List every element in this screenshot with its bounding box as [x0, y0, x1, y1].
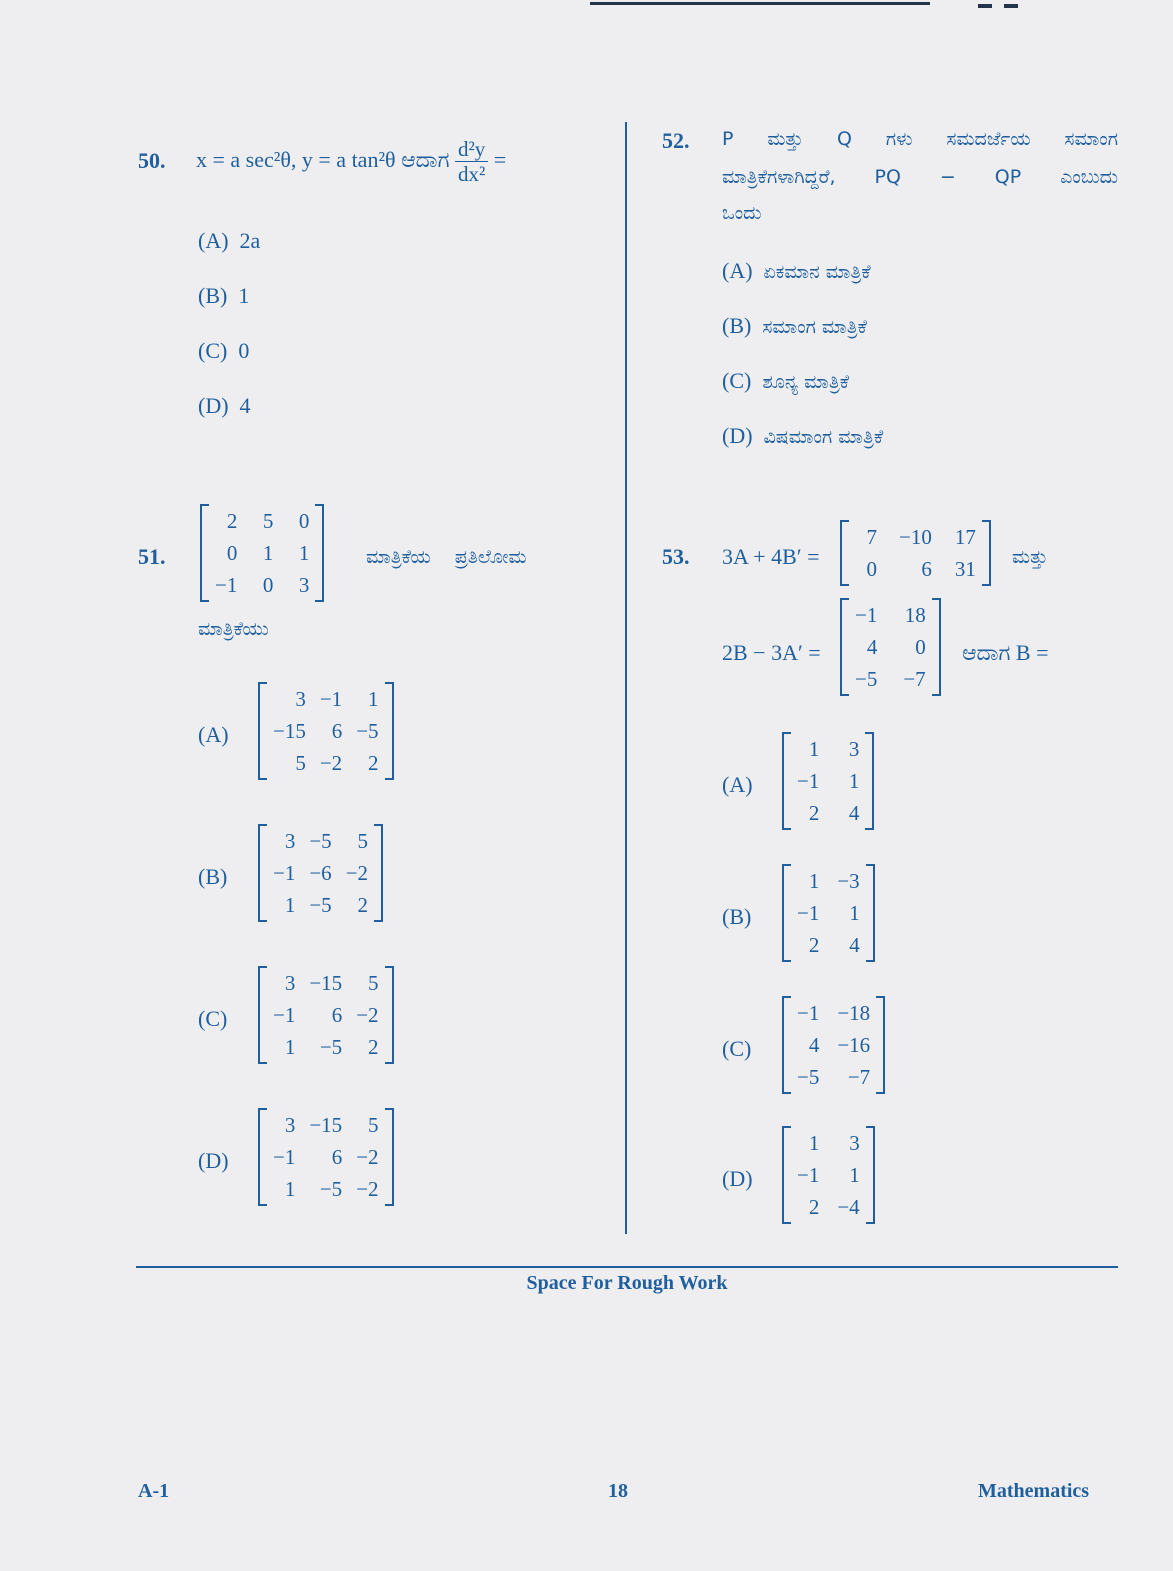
matrix-cell: −7: [847, 1065, 871, 1089]
matrix-cell: −1: [855, 603, 878, 627]
q52-option-a[interactable]: [722, 258, 871, 284]
q50-stem: [196, 132, 506, 188]
matrix-cell: −4: [837, 1195, 860, 1219]
q51-option-a-label[interactable]: (A): [198, 722, 229, 747]
q53-option-c-matrix[interactable]: [782, 996, 885, 1094]
matrix-cell: 1: [284, 893, 296, 917]
matrix-cell: −15: [273, 719, 306, 743]
matrix-cell: 6: [921, 557, 932, 581]
matrix-cell: 1: [808, 1131, 820, 1155]
q51-text-line2: ಮಾತ್ರಿಕೆಯು: [198, 618, 269, 640]
matrix-cell: 2: [368, 751, 379, 775]
matrix-cell: 6: [331, 719, 343, 743]
q52-option-b[interactable]: [722, 313, 867, 339]
q53-number: 53.: [662, 544, 690, 569]
matrix-cell: −1: [273, 861, 296, 885]
matrix-cell: 3: [849, 1131, 860, 1155]
matrix-cell: 3: [284, 1113, 296, 1137]
rough-work-heading: Space For Rough Work: [526, 1272, 728, 1294]
q52-line1: P ಮತ್ತು Q ಗಳು ಸಮದರ್ಜೆಯ ಸಮಾಂಗ: [722, 128, 1118, 150]
option-text: ಸಮಾಂಗ ಮಾತ್ರಿಕೆ: [762, 316, 867, 338]
matrix-cell: 1: [284, 1035, 296, 1059]
q51-option-d-matrix[interactable]: [258, 1108, 394, 1206]
q51-text-line1: ಮಾತ್ರಿಕೆಯ ಪ್ರತಿಲೋಮ: [366, 546, 527, 568]
q53-option-c-label[interactable]: (C): [722, 1036, 752, 1061]
q50-option-c[interactable]: [198, 338, 249, 364]
matrix-cell: −5: [356, 719, 379, 743]
q51-option-c-label[interactable]: (C): [198, 1006, 228, 1031]
q53-option-a-matrix[interactable]: [782, 732, 874, 830]
q53-option-b-matrix[interactable]: [782, 864, 875, 962]
q53-eq1-suffix: ಮತ್ತು: [1012, 546, 1048, 568]
q52-option-d[interactable]: [722, 423, 883, 449]
matrix-cell: 6: [331, 1145, 343, 1169]
matrix-cell: 1: [284, 1177, 296, 1201]
q53-eq1-lhs: 3A + 4B′ =: [722, 544, 820, 569]
matrix-cell: 4: [866, 635, 878, 659]
q51-option-b-label[interactable]: (B): [198, 864, 228, 889]
matrix-cell: 3: [848, 737, 860, 761]
matrix-cell: −1: [797, 1001, 820, 1025]
q50-option-b[interactable]: [198, 283, 249, 309]
matrix-cell: −15: [309, 971, 343, 995]
q53-eq2-lhs: 2B − 3A′ =: [722, 640, 821, 665]
matrix-cell: 18: [904, 603, 926, 627]
matrix-cell: −2: [356, 1177, 379, 1201]
matrix-cell: −5: [319, 1035, 343, 1059]
q50-derivative-fraction: [455, 138, 488, 185]
rough-work-divider: [136, 1266, 1118, 1268]
matrix-cell: −6: [309, 861, 332, 885]
matrix-cell: −2: [319, 751, 343, 775]
matrix-cell: 1: [849, 1163, 860, 1187]
matrix-cell: 2: [357, 893, 369, 917]
option-label: (D): [198, 393, 229, 418]
q52-number: 52.: [662, 128, 690, 153]
matrix-cell: −1: [215, 573, 238, 597]
option-label: (B): [198, 283, 228, 308]
matrix-cell: −1: [797, 901, 820, 925]
option-text: ಶೂನ್ಯ ಮಾತ್ರಿಕೆ: [762, 371, 850, 393]
matrix-cell: −18: [837, 1001, 871, 1025]
matrix-cell: −5: [855, 667, 878, 691]
booklet-code: A-1: [138, 1480, 170, 1502]
matrix-cell: 4: [848, 801, 860, 825]
option-text: 4: [239, 393, 251, 418]
q50-frac-den: dx²: [457, 162, 486, 187]
matrix-cell: −7: [903, 667, 926, 691]
option-label: (A): [722, 258, 753, 283]
matrix-cell: 0: [915, 635, 926, 659]
matrix-cell: 0: [226, 541, 238, 565]
matrix-cell: −5: [309, 829, 332, 853]
q51-option-d-label[interactable]: (D): [198, 1148, 229, 1173]
matrix-cell: −1: [273, 1003, 296, 1027]
subject-name: Mathematics: [978, 1480, 1090, 1502]
matrix-cell: 0: [866, 557, 877, 581]
option-text: 0: [238, 338, 250, 363]
top-edge-line: [590, 2, 930, 5]
q53-option-d-label[interactable]: (D): [722, 1166, 753, 1191]
option-label: (C): [722, 368, 752, 393]
matrix-cell: 1: [262, 541, 274, 565]
q53-eq2-suffix: ಆದಾಗ B =: [962, 640, 1049, 665]
matrix-cell: 0: [262, 573, 274, 597]
matrix-cell: 5: [368, 1113, 379, 1137]
q50-stem-prefix: x = a sec²θ, y = a tan²θ ಆದಾಗ: [196, 147, 450, 172]
matrix-cell: −1: [273, 1145, 296, 1169]
matrix-cell: −5: [797, 1065, 820, 1089]
matrix-cell: 1: [808, 737, 820, 761]
option-label: (B): [722, 313, 752, 338]
matrix-cell: −5: [319, 1177, 343, 1201]
matrix-cell: −16: [837, 1033, 871, 1057]
matrix-cell: 2: [808, 1195, 820, 1219]
option-text: ವಿಷಮಾಂಗ ಮಾತ್ರಿಕೆ: [763, 426, 884, 448]
matrix-cell: 1: [808, 869, 820, 893]
q52-line3: ಒಂದು: [722, 202, 762, 224]
q53-eq2-matrix: [840, 598, 941, 696]
matrix-cell: −2: [345, 861, 369, 885]
matrix-cell: −10: [899, 525, 932, 549]
q50-frac-num: d²y: [455, 138, 488, 162]
q50-option-d[interactable]: [198, 393, 251, 419]
q51-option-b-matrix[interactable]: [258, 824, 383, 922]
matrix-cell: 1: [849, 901, 860, 925]
q51-matrix: [200, 504, 324, 602]
matrix-cell: 2: [368, 1035, 379, 1059]
matrix-cell: 3: [284, 971, 296, 995]
option-text: 2a: [239, 228, 261, 253]
matrix-cell: 2: [808, 801, 820, 825]
matrix-cell: 17: [954, 525, 976, 549]
q53-option-d-matrix[interactable]: [782, 1126, 875, 1224]
q51-option-c-matrix[interactable]: [258, 966, 394, 1064]
column-divider: [625, 122, 627, 1234]
q50-stem-suffix: =: [493, 147, 507, 172]
matrix-cell: −1: [797, 1163, 820, 1187]
q52-option-c[interactable]: [722, 368, 849, 394]
q51-number: 51.: [138, 544, 166, 569]
q50-option-a[interactable]: [198, 228, 260, 254]
matrix-cell: −2: [356, 1145, 379, 1169]
matrix-cell: 1: [848, 769, 860, 793]
q53-option-b-label[interactable]: (B): [722, 904, 752, 929]
matrix-cell: 5: [295, 751, 306, 775]
q51-matrix-grid: [209, 504, 315, 602]
matrix-cell: 7: [866, 525, 877, 549]
top-edge-mark: [978, 4, 1018, 8]
matrix-cell: 4: [849, 933, 860, 957]
page-number: 18: [608, 1480, 628, 1502]
matrix-cell: 2: [808, 933, 820, 957]
option-label: (C): [198, 338, 228, 363]
matrix-cell: 1: [298, 541, 310, 565]
matrix-cell: 5: [357, 829, 369, 853]
matrix-cell: 31: [954, 557, 976, 581]
option-text: 1: [238, 283, 250, 308]
q53-option-a-label[interactable]: (A): [722, 772, 753, 797]
q52-line2: ಮಾತ್ರಿಕೆಗಳಾಗಿದ್ದರೆ, PQ − QP ಎಂಬುದು: [722, 166, 1118, 188]
matrix-cell: 3: [298, 573, 310, 597]
matrix-cell: −5: [309, 893, 332, 917]
option-text: ಏಕಮಾನ ಮಾತ್ರಿಕೆ: [763, 261, 871, 283]
matrix-cell: 2: [226, 509, 238, 533]
matrix-cell: −2: [356, 1003, 379, 1027]
matrix-cell: −1: [319, 687, 343, 711]
matrix-cell: 1: [368, 687, 379, 711]
matrix-cell: 5: [262, 509, 274, 533]
q51-option-a-matrix[interactable]: [258, 682, 394, 780]
option-label: (D): [722, 423, 753, 448]
matrix-cell: −1: [797, 769, 820, 793]
matrix-cell: −3: [837, 869, 860, 893]
matrix-cell: 3: [284, 829, 296, 853]
option-label: (A): [198, 228, 229, 253]
q50-number: 50.: [138, 148, 166, 173]
q53-eq1-matrix: [840, 520, 991, 586]
matrix-cell: 6: [331, 1003, 343, 1027]
matrix-cell: 5: [368, 971, 379, 995]
matrix-cell: 0: [298, 509, 310, 533]
matrix-cell: −15: [309, 1113, 343, 1137]
matrix-cell: 3: [295, 687, 306, 711]
matrix-cell: 4: [808, 1033, 820, 1057]
